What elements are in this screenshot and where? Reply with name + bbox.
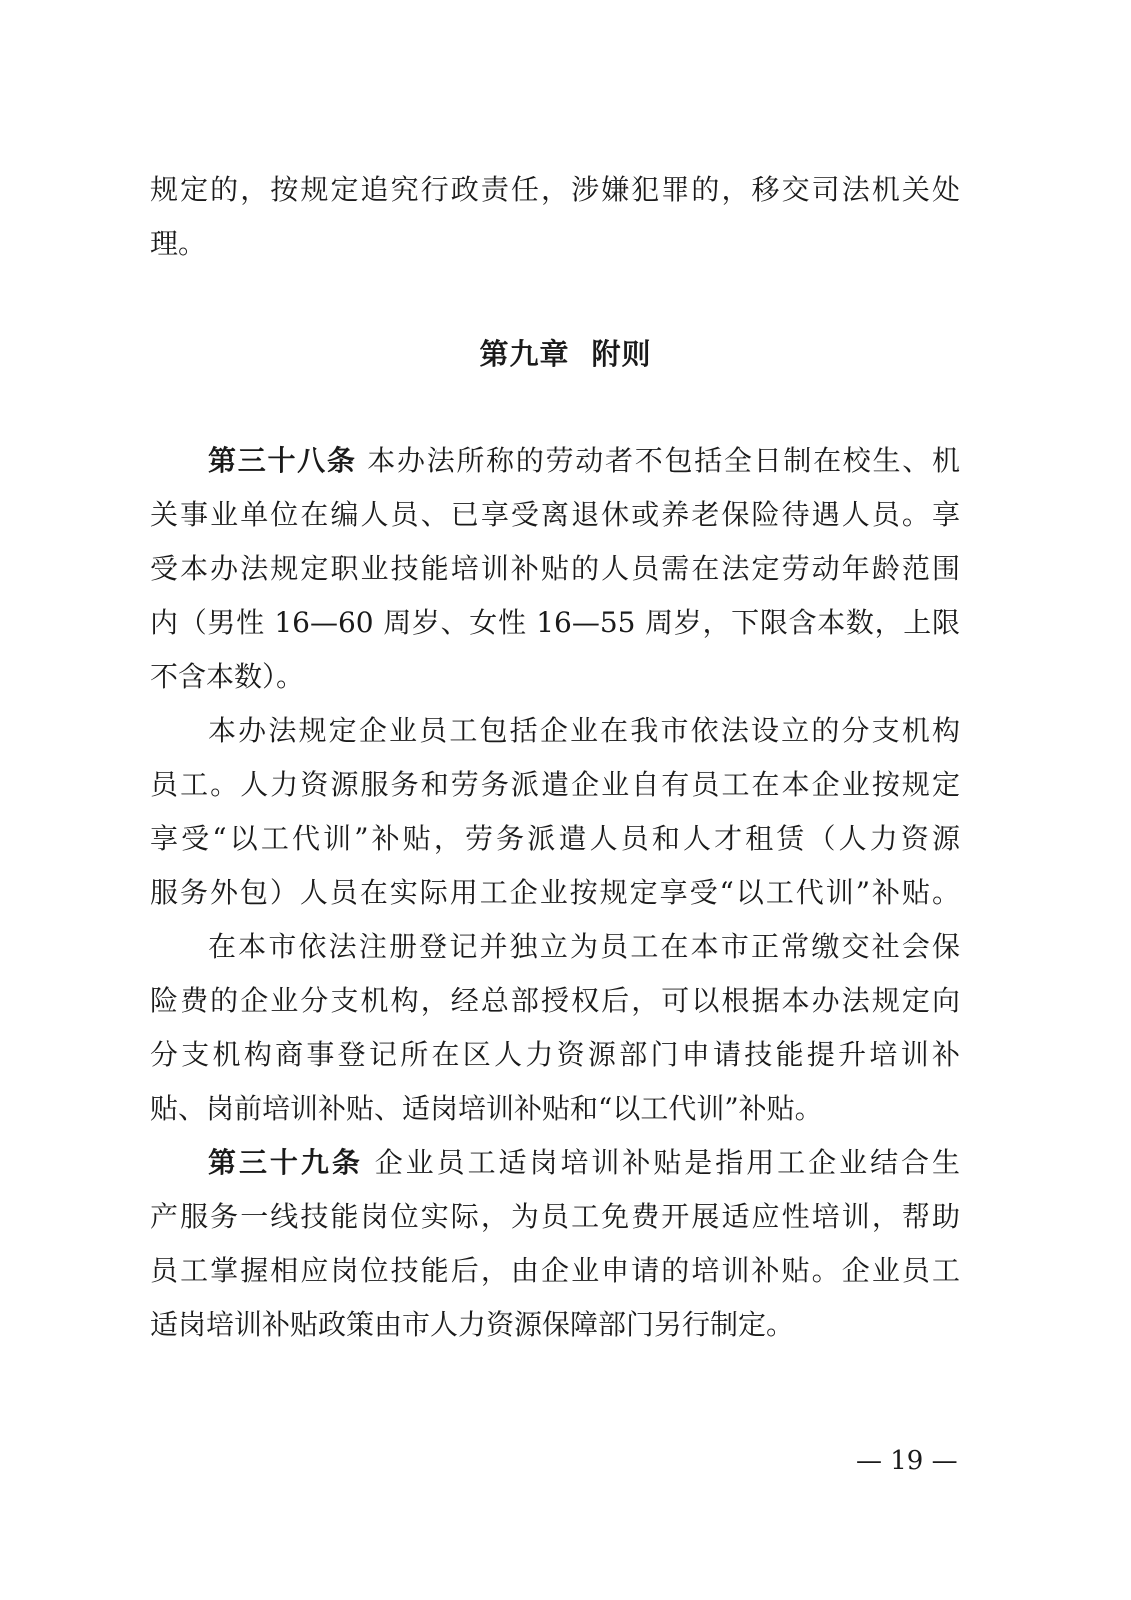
text-line: 员工掌握相应岗位技能后，由企业申请的培训补贴。企业员工	[150, 1254, 960, 1287]
text-line: 产服务一线技能岗位实际，为员工免费开展适应性培训，帮助	[150, 1200, 960, 1233]
text-line: 险费的企业分支机构，经总部授权后，可以根据本办法规定向	[150, 984, 960, 1017]
article-label: 第三十九条	[208, 1146, 363, 1179]
text-line: 在本市依法注册登记并独立为员工在本市正常缴交社会保	[208, 930, 960, 963]
text-line: 内（男性 16—60 周岁、女性 16—55 周岁，下限含本数，上限	[150, 606, 960, 639]
text-line: 享受“以工代训”补贴，劳务派遣人员和人才租赁（人力资源	[150, 822, 960, 855]
text-line: 贴、岗前培训补贴、适岗培训补贴和“以工代训”补贴。	[150, 1092, 823, 1125]
text-line: 不含本数）。	[150, 660, 305, 693]
article-label: 第三十八条	[208, 444, 357, 477]
article-first-line	[208, 1145, 960, 1181]
chapter-number: 第九章	[479, 337, 570, 371]
chapter-heading	[0, 336, 1131, 372]
text-line: 理。	[150, 227, 207, 260]
chapter-title: 附则	[591, 337, 652, 371]
text-line: 适岗培训补贴政策由市人力资源保障部门另行制定。	[150, 1308, 795, 1341]
text-line: 分支机构商事登记所在区人力资源部门申请技能提升培训补	[150, 1038, 960, 1071]
text-line: 服务外包）人员在实际用工企业按规定享受“以工代训”补贴。	[150, 876, 960, 909]
article-first-line	[208, 443, 960, 479]
page-number: — 19 —	[856, 1446, 958, 1476]
text-line: 受本办法规定职业技能培训补贴的人员需在法定劳动年龄范围	[150, 552, 960, 585]
text-line: 员工。人力资源服务和劳务派遣企业自有员工在本企业按规定	[150, 768, 960, 801]
text-line: 本办法规定企业员工包括企业在我市依法设立的分支机构	[208, 714, 960, 747]
text-line: 规定的，按规定追究行政责任，涉嫌犯罪的，移交司法机关处	[150, 173, 960, 206]
article-text: 本办法所称的劳动者不包括全日制在校生、机	[367, 444, 960, 477]
article-text: 企业员工适岗培训补贴是指用工企业结合生	[374, 1146, 960, 1179]
text-line: 关事业单位在编人员、已享受离退休或养老保险待遇人员。享	[150, 498, 960, 531]
